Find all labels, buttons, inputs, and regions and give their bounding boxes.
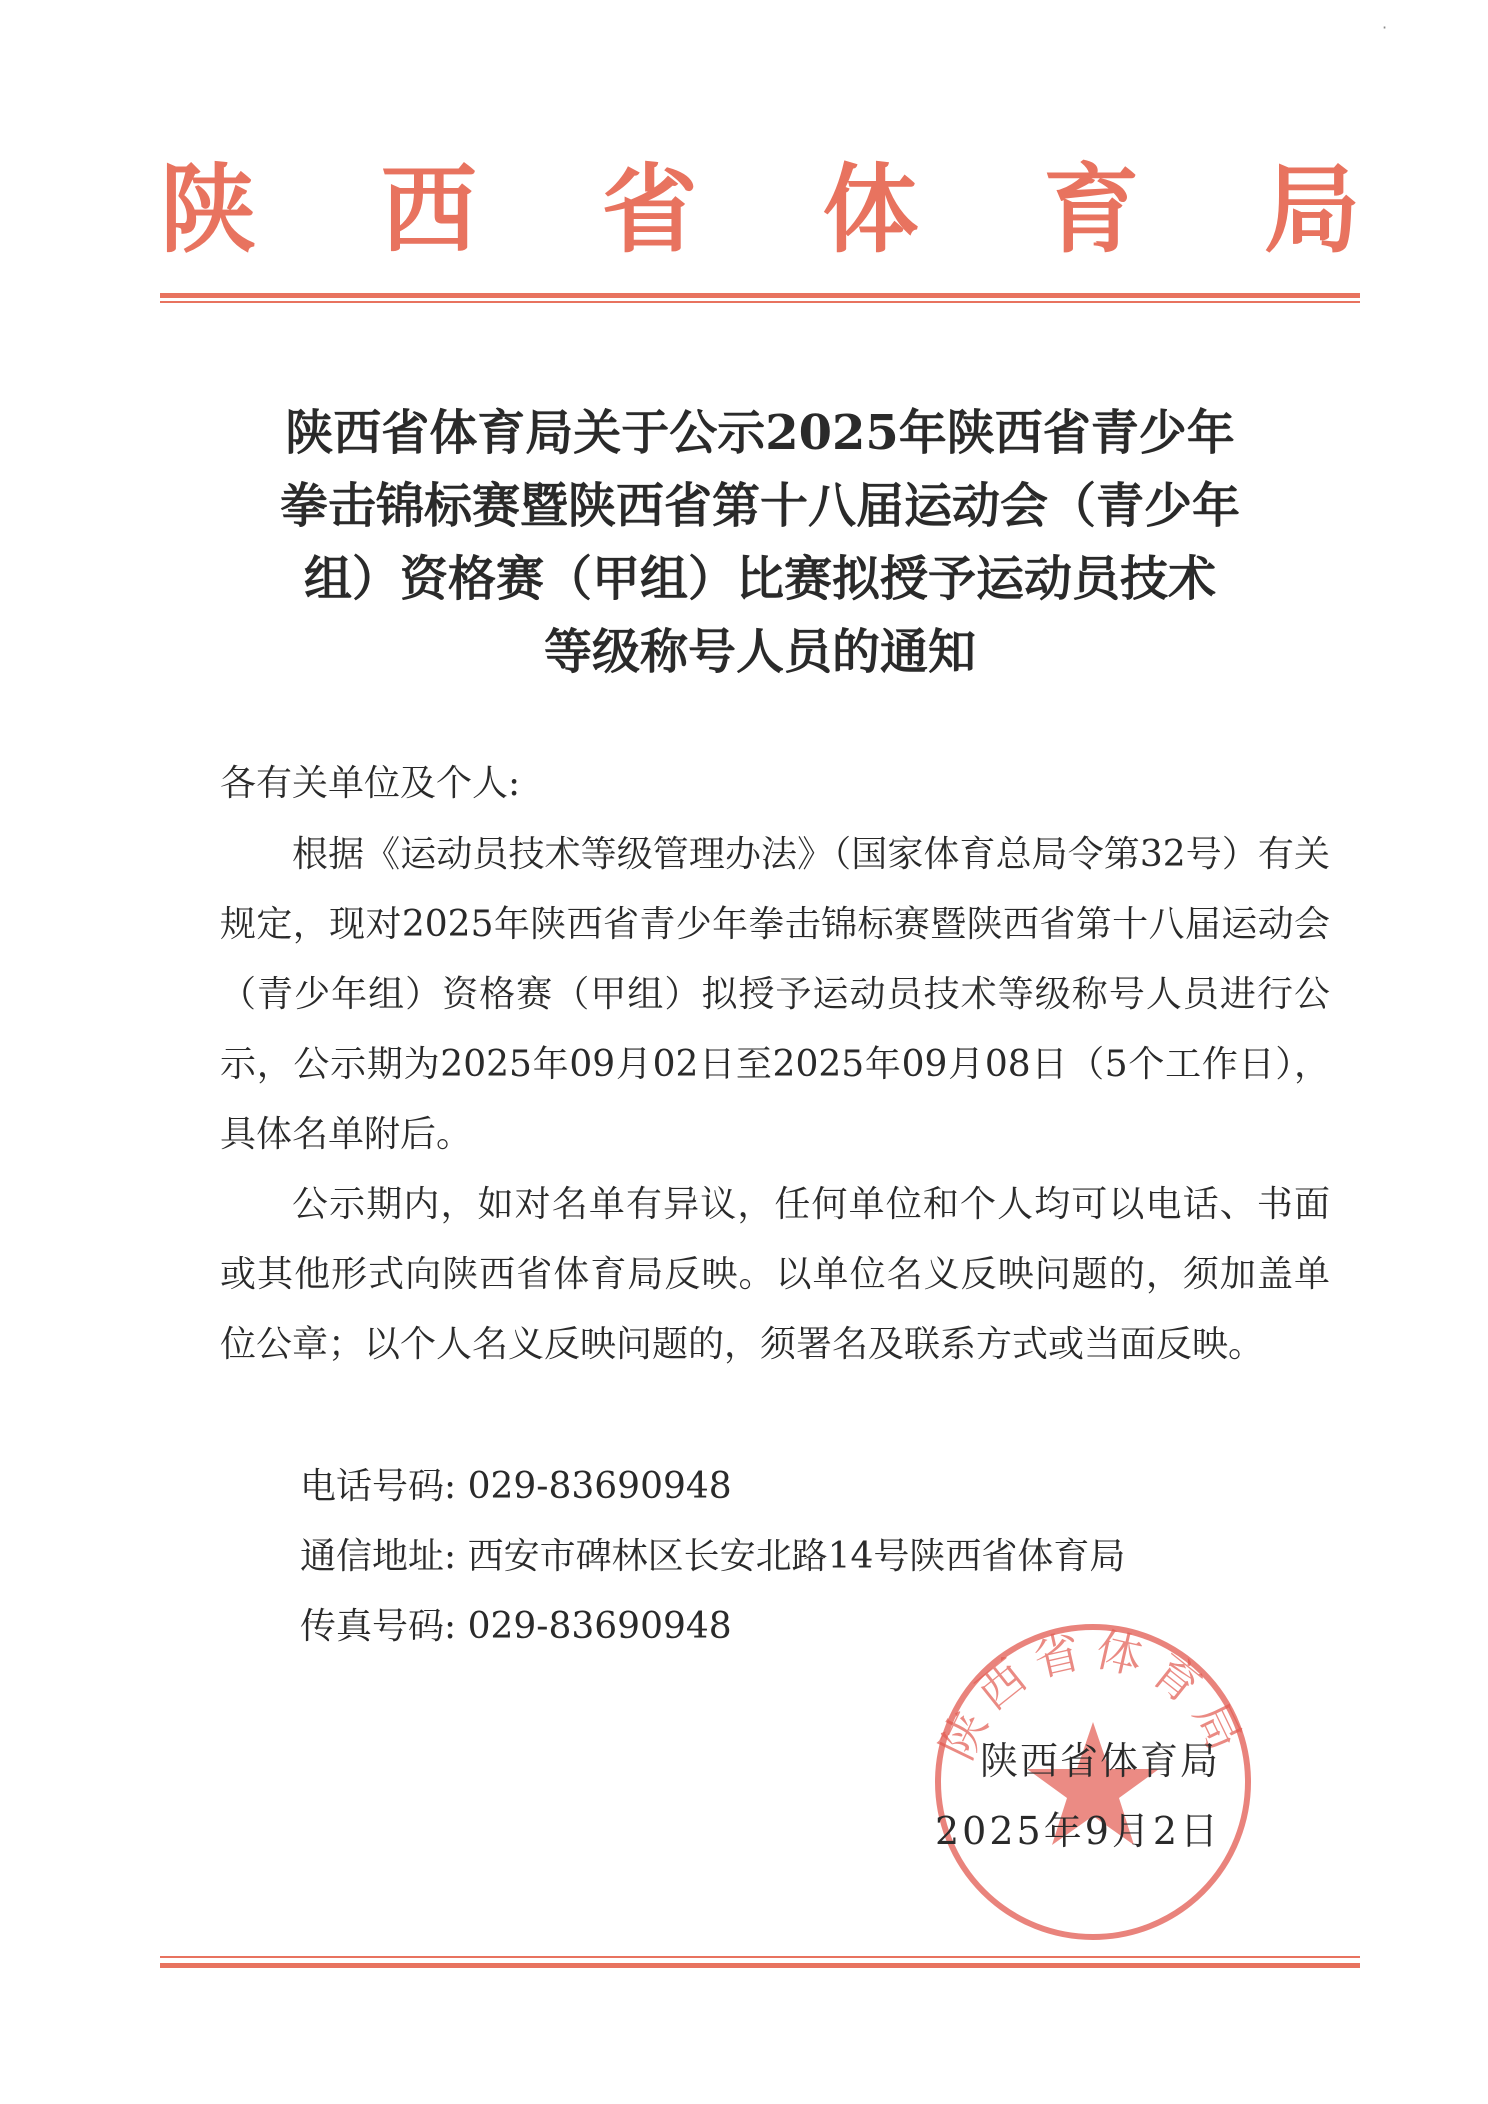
corner-mark: · bbox=[1382, 18, 1388, 37]
header-divider-thin bbox=[160, 301, 1360, 303]
document-title bbox=[200, 397, 1320, 689]
title-line: 等级称号人员的通知 bbox=[543, 624, 976, 680]
salutation: 各有关单位及个人: bbox=[220, 763, 521, 804]
paragraph-announcement: 根据《运动员技术等级管理办法》（国家体育总局令第32号）有关规定，现对2025年陕西省青少年拳击锦标赛暨陕西省第十八届运动会（青少年组）资格赛（甲组）拟授予运动员技术等级称号人员进行公示，公示期为2025年09月02日至2025年09月08日（5个工作日），具体名单附后。 bbox=[220, 834, 1330, 1155]
letterhead-char: 局 bbox=[1263, 153, 1360, 266]
letterhead-char: 西 bbox=[380, 153, 477, 266]
paragraph-objection: 公示期内，如对名单有异议，任何单位和个人均可以电话、书面或其他形式向陕西省体育局反映。以单位名义反映问题的，须加盖单位公章；以个人名义反映问题的，须署名及联系方式或当面反映。 bbox=[220, 1184, 1330, 1365]
contact-address: 通信地址: 西安市碑林区长安北路14号陕西省体育局 bbox=[300, 1536, 1126, 1577]
svg-text:陕西省体育局: 陕西省体育局 bbox=[929, 1621, 1257, 1768]
footer-divider-thin bbox=[160, 1956, 1360, 1958]
title-line: 拳击锦标赛暨陕西省第十八届运动会（青少年 bbox=[279, 478, 1240, 534]
letterhead-char: 省 bbox=[601, 153, 698, 266]
title-line: 组）资格赛（甲组）比赛拟授予运动员技术 bbox=[303, 551, 1216, 607]
signature-date: 2025年9月2日 bbox=[935, 1809, 1222, 1853]
letterhead-char: 育 bbox=[1043, 153, 1140, 266]
footer-divider-thick bbox=[160, 1963, 1360, 1968]
signature-organization: 陕西省体育局 bbox=[980, 1739, 1221, 1783]
letterhead-char: 体 bbox=[822, 153, 919, 266]
header-divider-thick bbox=[160, 293, 1360, 298]
title-line: 陕西省体育局关于公示2025年陕西省青少年 bbox=[285, 405, 1235, 461]
letterhead-char: 陕 bbox=[160, 153, 256, 266]
contact-phone: 电话号码: 029-83690948 bbox=[300, 1466, 732, 1507]
letterhead bbox=[160, 150, 1360, 270]
contact-fax: 传真号码: 029-83690948 bbox=[300, 1606, 732, 1647]
